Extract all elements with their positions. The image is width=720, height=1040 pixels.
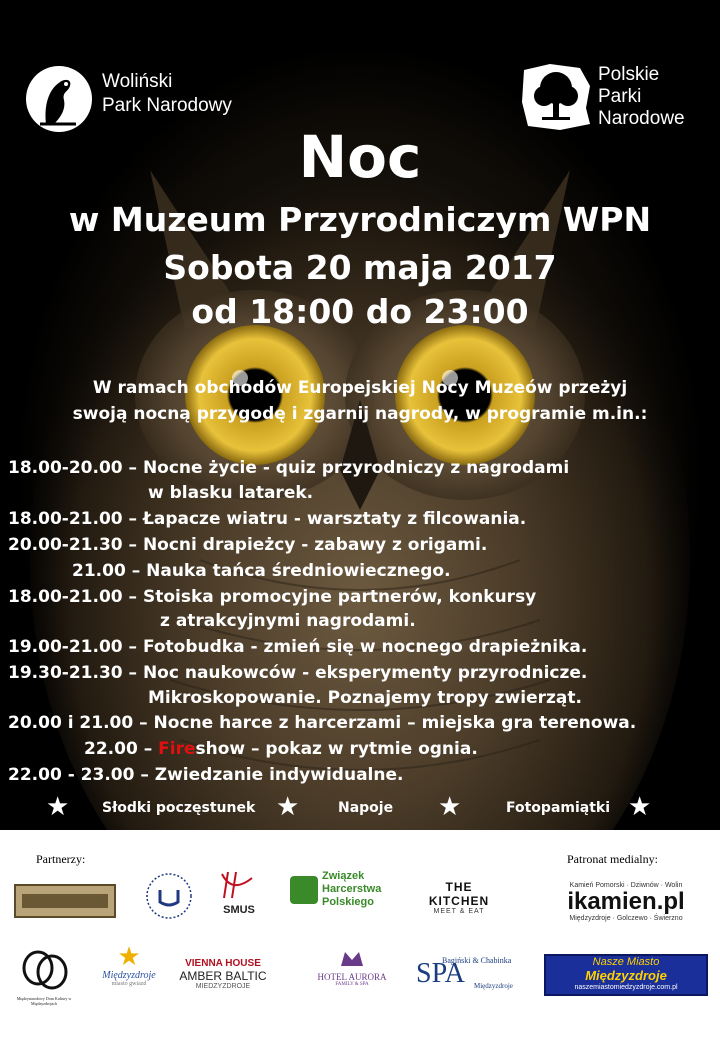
kitchen-name: THE KITCHEN (428, 880, 490, 908)
program-item-continuation: w blasku latarek. (148, 483, 314, 503)
program-time: 18.00-21.00 (8, 509, 123, 529)
program-time: 20.00-21.30 (8, 535, 123, 555)
sponsor-logo-kitchen (414, 880, 504, 914)
program-item (8, 533, 487, 557)
ikamien-top: Kamień Pomorski · Dziwnów · Wolin (569, 882, 683, 889)
sponsor-logo-spa (416, 956, 522, 996)
sponsor-logo-theatre (16, 948, 72, 1008)
intro-line-2: swoją nocną przygodę i zgarnij nagrody, w programie m.in.: (72, 404, 648, 424)
theatre-masks-icon (16, 948, 72, 992)
ikamien-bottom: Międzyzdroje · Golczewo · Świerzno (569, 915, 683, 922)
program-text: – Zwiedzanie indywidualne. (140, 765, 404, 785)
zhp-lily-icon (290, 876, 318, 904)
program-time: 22.00 (84, 739, 138, 759)
extra-drinks: Napoje (338, 800, 394, 816)
event-subtitle-venue: w Muzeum Przyrodniczym WPN (68, 200, 652, 239)
program-item (8, 635, 587, 659)
usz-emblem-icon (142, 866, 196, 926)
program-text: – Nauka tańca średniowiecznego. (131, 561, 451, 581)
sponsor-logo-vienna-house (178, 958, 268, 1002)
star-icon: ★ (438, 792, 462, 822)
ppn-logo-line3: Narodowe (598, 108, 685, 129)
star-icon: ★ (628, 792, 652, 822)
sponsor-logo-miedzyzdroje (96, 944, 162, 1000)
program-item-continuation: Mikroskopowanie. Poznajemy tropy zwierząt. (148, 688, 582, 708)
vienna-line3: MIEDZYZDROJE (195, 983, 251, 990)
event-date: Sobota 20 maja 2017 (163, 248, 557, 287)
star-icon: ★ (46, 792, 70, 822)
miedzyzdroje-sub: miasto gwiazd (111, 981, 147, 987)
sponsor-logo-usz (142, 866, 196, 926)
program-item (8, 585, 536, 609)
wpn-logo-line2: Park Narodowy (102, 95, 232, 116)
ppn-logo-line2: Parki (598, 86, 642, 107)
sponsor-logo-smus (214, 870, 264, 914)
nasze-line1: Nasze Miasto (592, 956, 660, 968)
smus-mark-icon (214, 870, 264, 900)
program-dash: – (143, 739, 153, 759)
zhp-line3: Polskiego (322, 896, 374, 908)
star-logo-icon: ★ (117, 942, 141, 972)
kitchen-sub: MEET & EAT (433, 908, 485, 915)
program-item (84, 737, 478, 761)
aurora-sub: FAMILY & SPA (335, 982, 369, 987)
program-text: – Fotobudka - zmień się w nocnego drapieżnika. (128, 637, 588, 657)
program-item (8, 456, 569, 480)
program-time: 21.00 (72, 561, 126, 581)
program-text: – Nocne harce z harcerzami – miejska gra terenowa. (139, 713, 637, 733)
program-item-continuation: z atrakcyjnymi nagrodami. (160, 611, 416, 631)
nasze-line2: Międzyzdroje (585, 968, 667, 983)
aurora-name: HOTEL AURORA (317, 972, 387, 982)
event-hours: od 18:00 do 23:00 (191, 292, 529, 331)
sponsor-logo-zhp (290, 870, 384, 916)
extra-sweets: Słodki poczęstunek (102, 800, 256, 816)
zhp-line1: Związek (322, 870, 365, 882)
theatre-name: Międzynarodowy Dom Kultury w Międzyzdrojach (16, 996, 72, 1006)
sponsors-footer (0, 830, 720, 1040)
program-time: 20.00 i 21.00 (8, 713, 134, 733)
program-time: 19.30-21.30 (8, 663, 123, 683)
extra-photos: Fotopamiątki (506, 800, 611, 816)
program-text: – Stoiska promocyjne partnerów, konkursy (128, 587, 537, 607)
program-text: – Nocne życie - quiz przyrodniczy z nagrodami (128, 458, 570, 478)
program-text: – Noc naukowców - eksperymenty przyrodnicze. (128, 663, 588, 683)
program-item (8, 507, 526, 531)
sponsor-logo-hotel-aurora (314, 948, 390, 1004)
sponsor-logo-society (14, 884, 116, 918)
star-icon: ★ (276, 792, 300, 822)
spa-top: Bagiński & Chabinka (442, 956, 512, 965)
aurora-crown-icon (337, 948, 367, 968)
ppn-logo-line1: Polskie (598, 64, 660, 85)
vienna-line1: VIENNA HOUSE (185, 958, 261, 969)
program-time: 18.00-20.00 (8, 458, 123, 478)
fire-highlight: Fire (158, 739, 196, 759)
spa-name: SPA (416, 958, 465, 989)
patronage-label: Patronat medialny: (567, 852, 658, 866)
sponsor-logo-ikamien (544, 882, 708, 926)
wpn-logo-line1: Woliński (102, 71, 173, 92)
program-item (8, 763, 403, 787)
partners-label: Partnerzy: (36, 852, 86, 866)
event-title: Noc (298, 123, 422, 191)
spa-sub: Międzyzdroje (474, 982, 513, 990)
program-time: 19.00-21.00 (8, 637, 123, 657)
zhp-line2: Harcerstwa (322, 883, 382, 895)
smus-text: SMUS (223, 904, 255, 916)
program-time: 22.00 - 23.00 (8, 765, 135, 785)
vienna-line2: AMBER BALTIC (179, 969, 267, 983)
sponsor-logo-nasze-miasto (544, 954, 708, 996)
program-item (8, 711, 636, 735)
miedzyzdroje-name: Międzyzdroje (102, 970, 156, 981)
program-time: 18.00-21.00 (8, 587, 123, 607)
program-item (8, 661, 587, 685)
program-item (72, 559, 451, 583)
ikamien-name: ikamien.pl (567, 888, 685, 915)
program-text: – Nocni drapieżcy - zabawy z origami. (128, 535, 488, 555)
program-text: show – pokaz w rytmie ognia. (195, 739, 478, 759)
nasze-line3: naszemiastomiedzyzdroje.com.pl (574, 984, 678, 991)
intro-line-1: W ramach obchodów Europejskiej Nocy Muzeów przeżyj (92, 378, 628, 398)
program-text: – Łapacze wiatru - warsztaty z filcowania. (128, 509, 527, 529)
